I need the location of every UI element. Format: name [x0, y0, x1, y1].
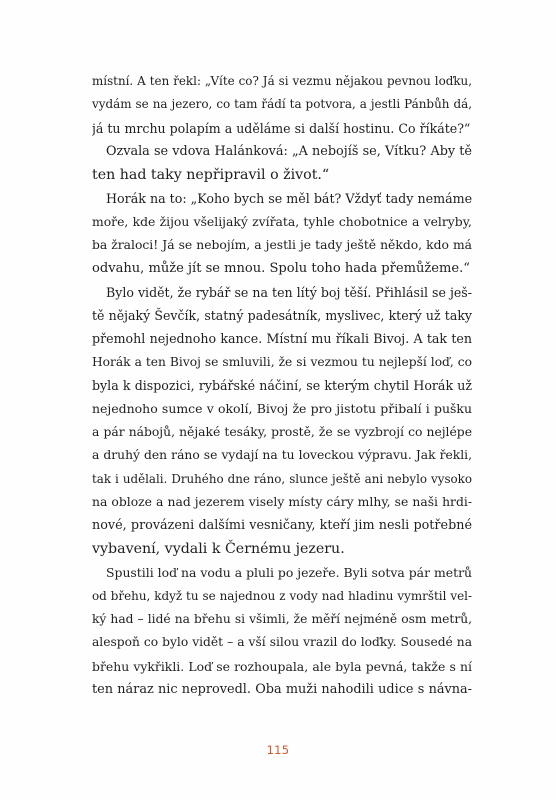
page-number: 115 [266, 743, 290, 757]
text-line: tak i udělali. Druhého dne ráno, slunce ještě ani nebylo vysoko [92, 471, 472, 486]
text-line: tě nějaký Ševčík, statný padesátník, myslivec, který už taky [92, 307, 472, 323]
text-line: přemohl nejednoho kance. Místní mu říkali Bivoj. A tak ten [92, 331, 472, 347]
text-line: na obloze a nad jezerem visely místy cáry mlhy, se naši hrdi- [92, 495, 472, 510]
text-line: od břehu, když tu se najednou z vody nad hladinu vymrštil vel- [92, 588, 472, 603]
text-line: Spustili loď na vodu a pluli po jezeře. Byli sotva pár metrů [106, 565, 472, 581]
text-line: Horák a ten Bivoj se smluvili, že si vezmou tu nejlepší loď, co [92, 354, 472, 369]
text-line: Bylo vidět, že rybář se na ten lítý boj těší. Přihlásil se ješ- [106, 284, 472, 300]
text-line: nové, provázeni dalšími vesničany, kteří jim nesli potřebné [92, 518, 472, 534]
text-line: ba žraloci! Já se nebojím, a jestli je tady ještě někdo, kdo má [92, 237, 472, 252]
text-line: ten had taky nepřipravil o život.“ [92, 166, 330, 183]
text-line: ký had – lidé na břehu si všimli, že měří nejméně osm metrů, [92, 611, 472, 626]
text-line: Ozvala se vdova Halánková: „A nebojíš se, Vítku? Aby tě [106, 144, 472, 160]
body-text [92, 70, 472, 702]
text-line: byla k dispozici, rybářské náčiní, se kterým chytil Horák už [92, 378, 472, 394]
text-line: vybavení, vydali k Černému jezeru. [92, 540, 345, 557]
text-line: nejednoho sumce v okolí, Bivoj že pro jistotu přibalí i pušku [92, 401, 472, 417]
text-line: já tu mrchu polapím a uděláme si další hostinu. Co říkáte?“ [92, 120, 471, 136]
text-line: a pár nábojů, nějaké tesáky, prostě, že se vyzbrojí co nejlépe [92, 424, 472, 439]
text-line: vydám se na jezero, co tam řádí ta potvora, a jestli Pánbůh dá, [92, 97, 472, 112]
text-line: moře, kde žijou všelijaký zvířata, tyhle chobotnice a velryby, [92, 214, 472, 230]
text-line: břehu vykřikli. Loď se rozhoupala, ale byla pevná, takže s ní [92, 658, 472, 674]
text-line: ten náraz nic neprovedl. Oba muži nahodili udice s návna- [92, 682, 472, 698]
text-line: alespoň co bylo vidět – a vší silou vrazil do loďky. Sousedé na [92, 635, 472, 650]
text-line: Horák na to: „Koho bych se měl bát? Vždyť tady nemáme [106, 190, 472, 206]
text-line: a druhý den ráno se vydají na tu loveckou výpravu. Jak řekli, [92, 448, 472, 463]
text-line: odvahu, může jít se mnou. Spolu toho hada přemůžeme.“ [92, 261, 470, 277]
text-line: místní. A ten řekl: „Víte co? Já si vezmu nějakou pevnou loďku, [92, 74, 472, 88]
